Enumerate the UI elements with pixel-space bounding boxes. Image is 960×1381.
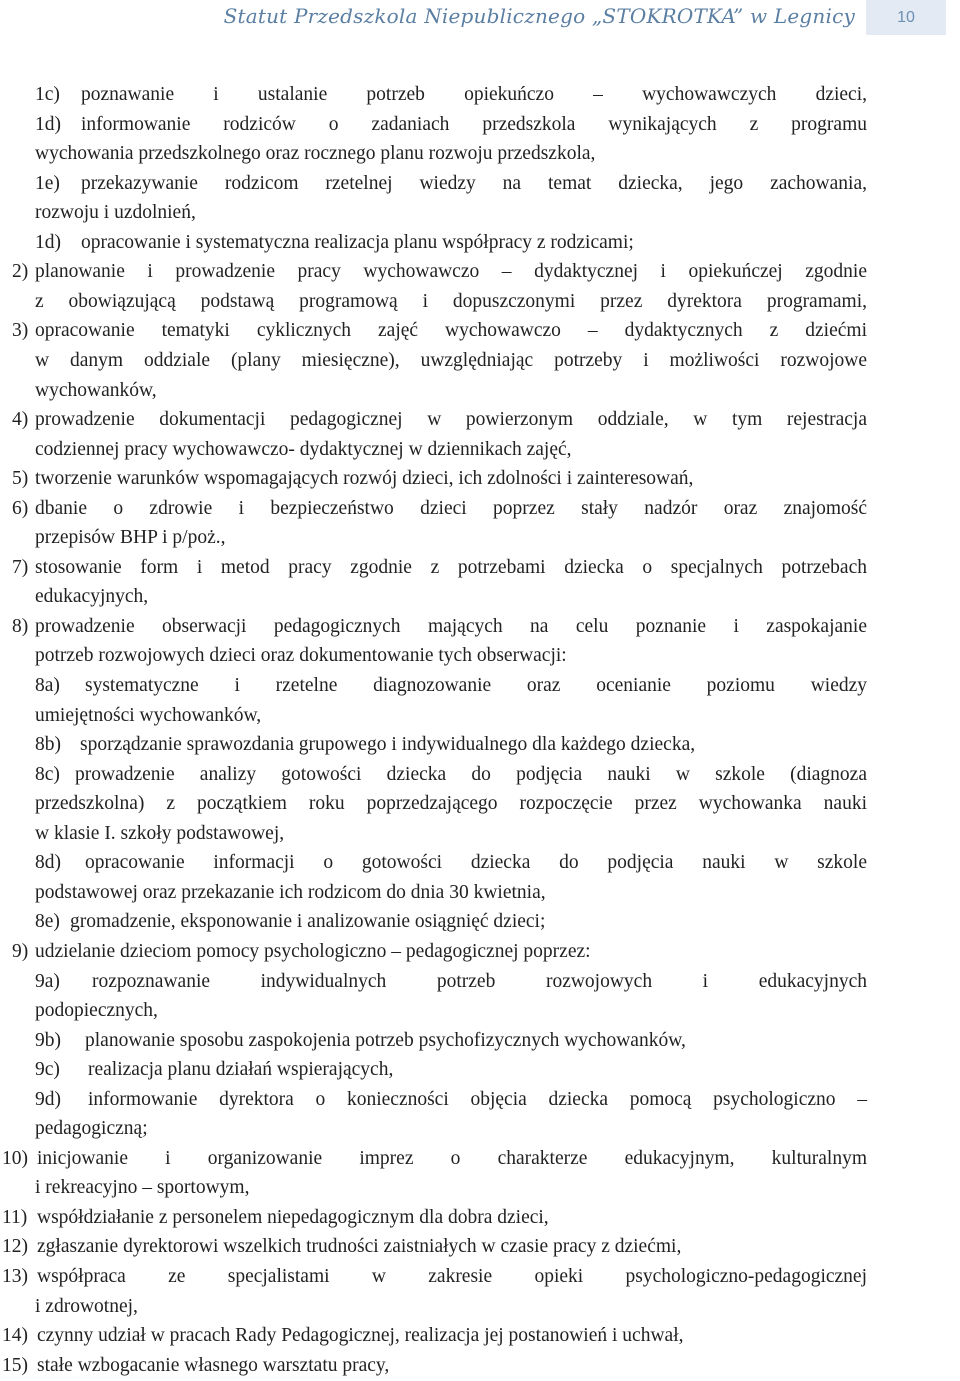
text-line (0, 1232, 960, 1262)
item-number: 6) (12, 497, 29, 519)
item-text: rozwoju i uzdolnień, (35, 202, 196, 224)
item-text: realizacja planu działań wspierających, (88, 1059, 394, 1081)
item-text: współdziałanie z personelem niepedagogicznym dla dobra dzieci, (37, 1206, 549, 1228)
text-line (0, 612, 960, 642)
text-line (0, 1144, 960, 1174)
text-line (0, 1055, 960, 1085)
page-number: 10 (866, 0, 946, 35)
item-number: 1c) (35, 84, 60, 105)
text-line (0, 1262, 960, 1292)
item-number: 11) (2, 1206, 28, 1228)
item-text: z obowiązującą podstawą programową i dopuszczonymi przez dyrektora programami, (35, 290, 867, 312)
item-text: zgłaszanie dyrektorowi wszelkich trudności zaistniałych w czasie pracy z dziećmi, (37, 1236, 682, 1258)
item-number: 5) (12, 468, 29, 490)
item-text: dbanie o zdrowie i bezpieczeństwo dzieci poprzez stały nadzór oraz znajomość (35, 497, 867, 519)
item-text: pedagogiczną; (35, 1118, 148, 1140)
item-text: wychowanków, (35, 379, 157, 401)
item-text: edukacyjnych, (35, 586, 149, 608)
text-line (0, 405, 960, 435)
text-line (0, 346, 960, 376)
text-line (0, 316, 960, 346)
item-number: 9a) (35, 970, 60, 992)
item-number: 1e) (35, 172, 60, 194)
item-text: udzielanie dzieciom pomocy psychologiczno – pedagogicznej poprzez: (35, 940, 591, 962)
item-text: systematyczne i rzetelne diagnozowanie oraz ocenianie poziomu wiedzy (85, 675, 867, 696)
text-line (0, 671, 960, 701)
text-line (0, 139, 960, 169)
text-line (0, 1203, 960, 1233)
item-text: podopiecznych, (35, 1000, 158, 1022)
text-line (0, 1085, 960, 1115)
text-line (0, 169, 960, 199)
item-text: prowadzenie analizy gotowości dziecka do podjęcia nauki w szkole (diagnoza (75, 763, 867, 785)
item-text: stałe wzbogacanie własnego warsztatu pracy, (37, 1354, 390, 1376)
item-text: przekazywanie rodzicom rzetelnej wiedzy na temat dziecka, jego zachowania, (81, 172, 867, 194)
item-text: potrzeb rozwojowych dzieci oraz dokumentowanie tych obserwacji: (35, 645, 567, 667)
item-text: czynny udział w pracach Rady Pedagogicznej, realizacja jej postanowień i uchwał, (37, 1325, 684, 1347)
item-text: i zdrowotnej, (35, 1295, 138, 1317)
text-line (0, 907, 960, 937)
item-number: 12) (2, 1236, 28, 1258)
text-line (0, 1321, 960, 1351)
item-text: poznawanie i ustalanie potrzeb opiekuńczo – wychowawczych dzieci, (81, 84, 867, 105)
text-line (0, 967, 960, 997)
text-line (0, 110, 960, 140)
text-line (0, 1292, 960, 1322)
item-text: informowanie dyrektora o konieczności objęcia dziecka pomocą psychologiczno – (88, 1088, 867, 1110)
item-text: opracowanie informacji o gotowości dziecka do podjęcia nauki w szkole (85, 852, 867, 874)
text-line (0, 376, 960, 406)
text-line (0, 582, 960, 612)
text-line (0, 523, 960, 553)
text-line (0, 1173, 960, 1203)
item-text: i rekreacyjno – sportowym, (35, 1177, 250, 1199)
text-line (0, 1026, 960, 1056)
item-text: planowanie i prowadzenie pracy wychowawczo – dydaktycznej i opiekuńczej zgodnie (35, 261, 867, 283)
item-number: 9c) (35, 1059, 60, 1081)
item-number: 9d) (35, 1088, 61, 1110)
item-text: podstawowej oraz przekazanie ich rodzicom do dnia 30 kwietnia, (35, 881, 546, 903)
item-number: 8e) (35, 911, 60, 933)
item-number: 8) (12, 615, 29, 637)
item-number: 3) (12, 320, 29, 342)
item-text: informowanie rodziców o zadaniach przedszkola wynikających z programu (81, 113, 867, 135)
item-text: prowadzenie dokumentacji pedagogicznej w powierzonym oddziale, w tym rejestracja (35, 409, 867, 431)
text-line (0, 257, 960, 287)
text-line (0, 287, 960, 317)
item-text: umiejętności wychowanków, (35, 704, 262, 726)
item-text: tworzenie warunków wspomagających rozwój dzieci, ich zdolności i zainteresowań, (35, 468, 694, 490)
text-line (0, 789, 960, 819)
item-number: 8d) (35, 852, 61, 874)
item-text: opracowanie i systematyczna realizacja planu współpracy z rodzicami; (81, 231, 634, 253)
text-line (0, 937, 960, 967)
item-text: inicjowanie i organizowanie imprez o charakterze edukacyjnym, kulturalnym (37, 1147, 867, 1169)
item-text: w klasie I. szkoły podstawowej, (35, 822, 285, 844)
text-line (0, 80, 960, 110)
item-number: 10) (2, 1147, 28, 1169)
text-line (0, 819, 960, 849)
text-line (0, 730, 960, 760)
item-text: stosowanie form i metod pracy zgodnie z potrzebami dziecka o specjalnych potrzebach (35, 556, 867, 578)
document-title: Statut Przedszkola Niepublicznego „STOKROTKA” w Legnicy (223, 4, 855, 28)
text-line (0, 848, 960, 878)
text-line (0, 996, 960, 1026)
text-line (0, 701, 960, 731)
item-text: sporządzanie sprawozdania grupowego i indywidualnego dla każdego dziecka, (80, 734, 696, 756)
item-text: przepisów BHP i p/poż., (35, 527, 226, 549)
item-text: gromadzenie, eksponowanie i analizowanie osiągnięć dzieci; (70, 911, 546, 933)
item-text: opracowanie tematyki cyklicznych zajęć wychowawczo – dydaktycznych z dziećmi (35, 320, 867, 342)
item-number: 1d) (35, 113, 61, 135)
text-line (0, 878, 960, 908)
item-number: 13) (2, 1266, 28, 1287)
text-line (0, 641, 960, 671)
item-number: 14) (2, 1325, 28, 1347)
item-number: 4) (12, 409, 29, 431)
text-line (0, 228, 960, 258)
text-line (0, 553, 960, 583)
text-line (0, 464, 960, 494)
page-header (0, 0, 960, 36)
text-line (0, 494, 960, 524)
text-line (0, 1114, 960, 1144)
text-line (0, 198, 960, 228)
item-number: 2) (12, 261, 29, 283)
text-line (0, 1351, 960, 1381)
item-number: 7) (12, 556, 29, 578)
item-text: planowanie sposobu zaspokojenia potrzeb psychofizycznych wychowanków, (85, 1029, 686, 1051)
item-text: rozpoznawanie indywidualnych potrzeb rozwojowych i edukacyjnych (92, 970, 867, 992)
text-line (0, 760, 960, 790)
item-number: 9) (12, 940, 29, 962)
item-text: w danym oddziale (plany miesięczne), uwzględniając potrzeby i możliwości rozwojowe (35, 349, 867, 371)
item-number: 8b) (35, 734, 61, 756)
item-number: 15) (2, 1354, 28, 1376)
item-number: 8c) (35, 763, 60, 785)
item-number: 9b) (35, 1029, 61, 1051)
item-text: współpraca ze specjalistami w zakresie opieki psychologiczno-pedagogicznej (37, 1266, 867, 1287)
item-text: prowadzenie obserwacji pedagogicznych mających na celu poznanie i zaspokajanie (35, 615, 867, 637)
item-text: codziennej pracy wychowawczo- dydaktycznej w dziennikach zajęć, (35, 438, 572, 460)
text-line (0, 435, 960, 465)
item-number: 8a) (35, 675, 60, 696)
item-text: wychowania przedszkolnego oraz rocznego planu rozwoju przedszkola, (35, 143, 596, 165)
item-number: 1d) (35, 231, 61, 253)
item-text: przedszkolna) z początkiem roku poprzedzającego rozpoczęcie przez wychowanka nauki (35, 793, 867, 815)
